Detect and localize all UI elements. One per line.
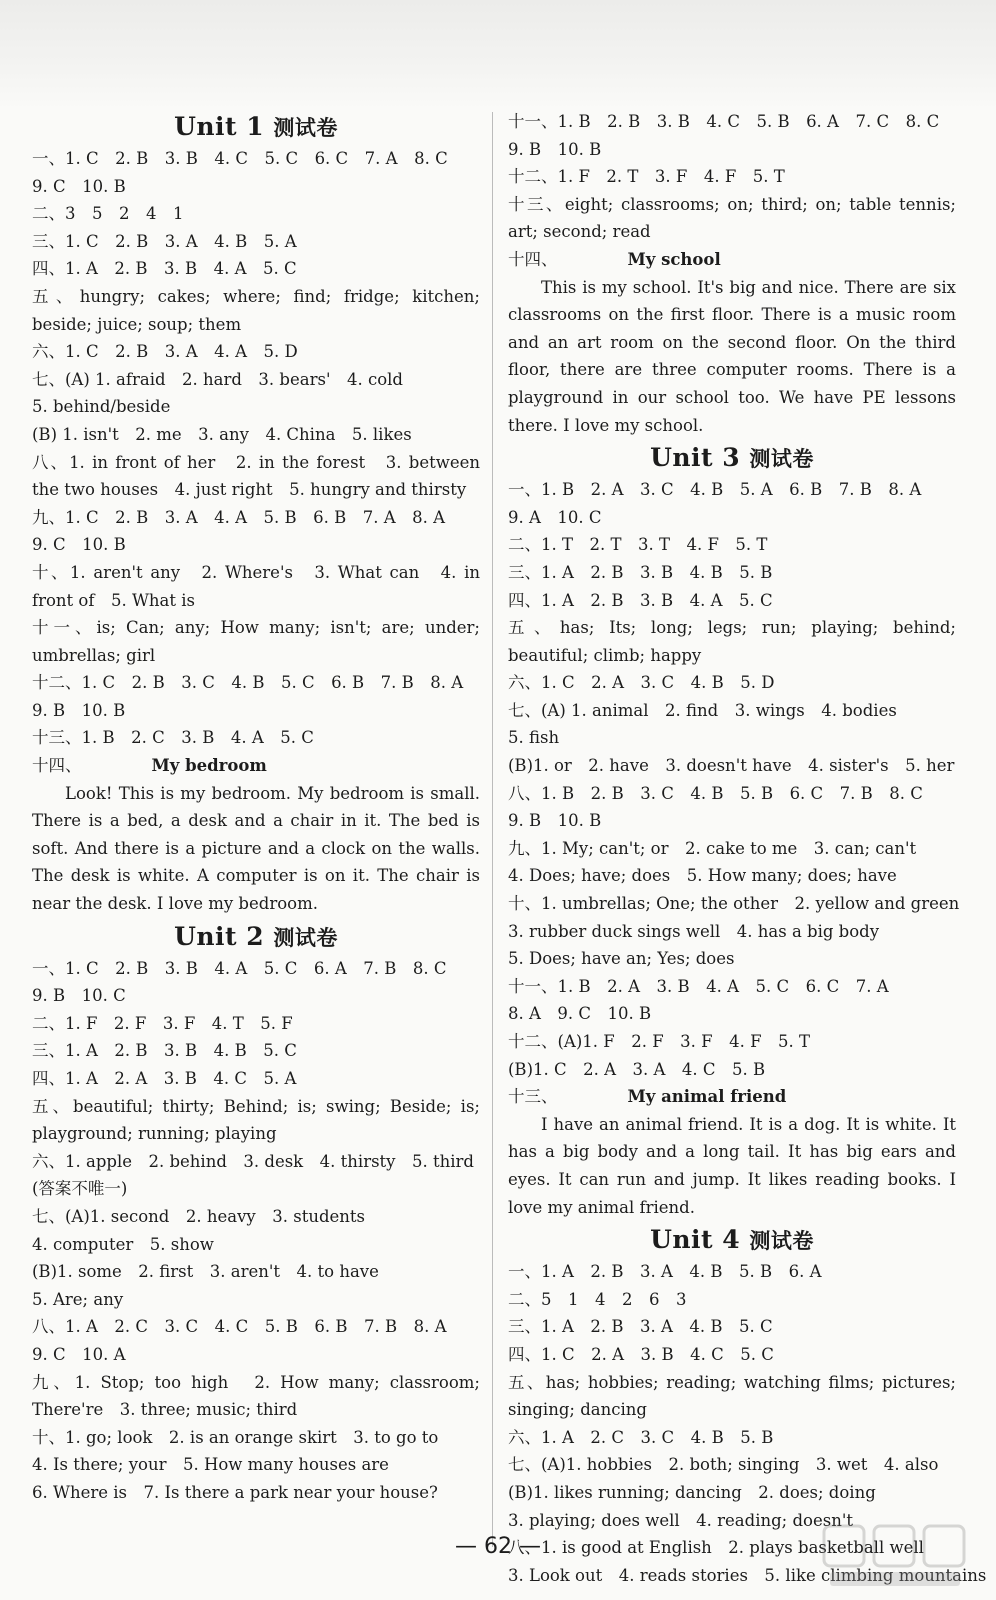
answer-line: 四、1. A 2. B 3. B 4. A 5. C bbox=[508, 590, 773, 610]
question-number: 十四、 bbox=[32, 756, 82, 776]
answer-line: 9. B 10. C bbox=[32, 986, 126, 1006]
answer-line: 四、1. C 2. A 3. B 4. C 5. C bbox=[508, 1344, 774, 1364]
page-number: — 62 — bbox=[455, 1534, 541, 1559]
answer-line: 3. playing; does well 4. reading; doesn't bbox=[508, 1510, 854, 1530]
answer-line: 一、1. A 2. B 3. A 4. B 5. B 6. A bbox=[508, 1262, 822, 1282]
essay-text: I have an animal friend. It is a dog. It is white. It has a big body and a long tail. It has big ears and eyes. It can run and jump. It likes reading books. I love my animal friend. bbox=[508, 1114, 956, 1217]
essay-heading bbox=[32, 752, 480, 780]
answer-line: 二、1. F 2. F 3. F 4. T 5. F bbox=[32, 1013, 293, 1033]
answer-line: 一、1. C 2. B 3. B 4. C 5. C 6. C 7. A 8. C bbox=[32, 149, 448, 168]
answer-line: 二、3 5 2 4 1 bbox=[32, 204, 184, 224]
answer-line: 九、1. C 2. B 3. A 4. A 5. B 6. B 7. A 8. A bbox=[32, 507, 446, 527]
unit-title: Unit 1 bbox=[174, 112, 265, 141]
unit-3-heading bbox=[508, 441, 956, 476]
unit-title: Unit 2 bbox=[174, 921, 265, 951]
answer-line: 9. C 10. A bbox=[32, 1344, 126, 1364]
answer-line: 4. computer 5. show bbox=[32, 1234, 214, 1254]
unit-2-heading bbox=[32, 920, 480, 955]
answer-line: 二、5 1 4 2 6 3 bbox=[508, 1289, 687, 1309]
answer-line: 5. fish bbox=[508, 728, 560, 748]
answer-line: 九、1. Stop; too high 2. How many; classroom; There're 3. three; music; third bbox=[32, 1372, 480, 1420]
answer-line: (B) 1. isn't 2. me 3. any 4. China 5. likes bbox=[32, 424, 412, 444]
answer-line: 一、1. B 2. A 3. C 4. B 5. A 6. B 7. B 8. A bbox=[508, 480, 922, 500]
answer-line: 五、has; Its; long; legs; run; playing; behind; beautiful; climb; happy bbox=[508, 618, 956, 665]
watermark-logo bbox=[820, 1520, 970, 1590]
answer-line: 八、1. is good at English 2. plays basketball well bbox=[508, 1538, 924, 1558]
answer-line: 9. C 10. B bbox=[32, 176, 126, 196]
answer-line: 三、1. A 2. B 3. B 4. B 5. B bbox=[508, 562, 773, 582]
answer-line: 9. B 10. B bbox=[508, 139, 602, 159]
answer-line: 十二、1. F 2. T 3. F 4. F 5. T bbox=[508, 167, 785, 187]
answer-line: 六、1. C 2. A 3. C 4. B 5. D bbox=[508, 673, 775, 693]
right-column bbox=[508, 108, 987, 1589]
essay-text: This is my school. It's big and nice. There are six classrooms on the first floor. There is a music room and an art room on the second floor. On the third floor, there are three computer rooms. There is a playground in our school too. We have PE lessons there. I love my school. bbox=[508, 277, 956, 435]
column-divider bbox=[492, 112, 493, 1547]
answer-line: 4. Does; have; does 5. How many; does; have bbox=[508, 866, 897, 886]
answer-line: 5. Does; have an; Yes; does bbox=[508, 949, 735, 969]
question-number: 十四、 bbox=[508, 249, 558, 269]
unit-title: Unit 3 bbox=[650, 443, 741, 473]
unit-subtitle: 测试卷 bbox=[749, 447, 814, 472]
answer-line: 三、1. A 2. B 3. A 4. B 5. C bbox=[508, 1317, 773, 1337]
answer-line: 七、(A)1. second 2. heavy 3. students bbox=[32, 1206, 365, 1226]
left-column bbox=[32, 108, 480, 1507]
answer-line: 九、1. My; can't; or 2. cake to me 3. can; can't bbox=[508, 838, 917, 858]
answer-line: 七、(A)1. hobbies 2. both; singing 3. wet 4. also bbox=[508, 1455, 939, 1475]
answer-line: 八、1. A 2. C 3. C 4. C 5. B 6. B 7. B 8. A bbox=[32, 1317, 447, 1337]
answer-line: 5. Are; any bbox=[32, 1289, 124, 1309]
answer-line: (B)1. likes running; dancing 2. does; doing bbox=[508, 1482, 876, 1502]
answer-line: 十、1. umbrellas; One; the other 2. yellow and green bbox=[508, 894, 960, 914]
answer-line: 8. A 9. C 10. B bbox=[508, 1004, 652, 1024]
answer-line: 三、1. C 2. B 3. A 4. B 5. A bbox=[32, 231, 297, 251]
essay-title: My school bbox=[627, 249, 721, 269]
unit-1-heading bbox=[32, 110, 480, 145]
answer-line: 3. Look out 4. reads stories 5. like climbing mountains bbox=[508, 1565, 987, 1585]
answer-line: 9. A 10. C bbox=[508, 507, 602, 527]
essay-title: My animal friend bbox=[627, 1087, 787, 1107]
answer-line: 十二、(A)1. F 2. F 3. F 4. F 5. T bbox=[508, 1032, 811, 1051]
answer-line: 十一、1. B 2. B 3. B 4. C 5. B 6. A 7. C 8. C bbox=[508, 112, 940, 131]
answer-line: 五、has; hobbies; reading; watching films; pictures; singing; dancing bbox=[508, 1372, 956, 1420]
answer-line: 十、1. aren't any 2. Where's 3. What can 4. in front of 5. What is bbox=[32, 562, 480, 610]
answer-line: 十三、1. B 2. C 3. B 4. A 5. C bbox=[32, 728, 314, 748]
answer-line: 六、1. C 2. B 3. A 4. A 5. D bbox=[32, 342, 298, 362]
answer-line: (答案不唯一) bbox=[32, 1179, 128, 1199]
answer-line: 4. Is there; your 5. How many houses are bbox=[32, 1455, 389, 1475]
answer-line: 9. B 10. B bbox=[32, 700, 126, 720]
answer-line: 6. Where is 7. Is there a park near your house? bbox=[32, 1482, 438, 1502]
answer-line: 十三、eight; classrooms; on; third; on; table tennis; art; second; read bbox=[508, 194, 956, 242]
answer-line: 四、1. A 2. B 3. B 4. A 5. C bbox=[32, 259, 297, 279]
answer-line: 八、1. in front of her 2. in the forest 3. between the two houses 4. just right 5. hungry and thirsty bbox=[32, 452, 480, 500]
answer-line: 3. rubber duck sings well 4. has a big body bbox=[508, 921, 880, 941]
answer-line: 四、1. A 2. A 3. B 4. C 5. A bbox=[32, 1069, 297, 1088]
answer-line: 十一、is; Can; any; How many; isn't; are; under; umbrellas; girl bbox=[32, 618, 480, 665]
answer-line: (B)1. or 2. have 3. doesn't have 4. sister's 5. her bbox=[508, 756, 955, 776]
answer-line: 六、1. apple 2. behind 3. desk 4. thirsty 5. third bbox=[32, 1151, 474, 1171]
question-number: 十三、 bbox=[508, 1087, 558, 1107]
answer-line: 七、(A) 1. afraid 2. hard 3. bears' 4. cold bbox=[32, 369, 403, 389]
unit-subtitle: 测试卷 bbox=[273, 925, 338, 950]
answer-line: 六、1. A 2. C 3. C 4. B 5. B bbox=[508, 1427, 774, 1447]
answer-line: 三、1. A 2. B 3. B 4. B 5. C bbox=[32, 1041, 297, 1061]
unit-subtitle: 测试卷 bbox=[273, 116, 338, 140]
essay-heading bbox=[508, 246, 956, 274]
answer-line: 十一、1. B 2. A 3. B 4. A 5. C 6. C 7. A bbox=[508, 976, 889, 996]
answer-line: 5. behind/beside bbox=[32, 397, 171, 417]
answer-line: (B)1. C 2. A 3. A 4. C 5. B bbox=[508, 1059, 766, 1079]
answer-line: 二、1. T 2. T 3. T 4. F 5. T bbox=[508, 535, 768, 555]
unit-subtitle: 测试卷 bbox=[749, 1229, 814, 1254]
answer-line: 十、1. go; look 2. is an orange skirt 3. to go to bbox=[32, 1427, 439, 1447]
answer-line: 9. C 10. B bbox=[32, 535, 126, 555]
essay-heading bbox=[508, 1083, 956, 1111]
answer-line: 五、hungry; cakes; where; find; fridge; kitchen; beside; juice; soup; them bbox=[32, 286, 480, 334]
answer-line: 9. B 10. B bbox=[508, 811, 602, 831]
essay-title: My bedroom bbox=[151, 756, 267, 776]
essay-text: Look! This is my bedroom. My bedroom is small. There is a bed, a desk and a chair in it. The bed is soft. And there is a picture and a clock on the walls. The desk is white. A computer is on it. The chair is near the desk. I love my bedroom. bbox=[32, 783, 480, 914]
answer-line: 五、beautiful; thirty; Behind; is; swing; Beside; is; playground; running; playing bbox=[32, 1096, 480, 1144]
answer-line: (B)1. some 2. first 3. aren't 4. to have bbox=[32, 1262, 379, 1282]
unit-4-heading bbox=[508, 1223, 956, 1258]
answer-line: 一、1. C 2. B 3. B 4. A 5. C 6. A 7. B 8. C bbox=[32, 958, 447, 978]
answer-line: 十二、1. C 2. B 3. C 4. B 5. C 6. B 7. B 8. A bbox=[32, 673, 464, 693]
answer-line: 七、(A) 1. animal 2. find 3. wings 4. bodies bbox=[508, 700, 897, 720]
unit-title: Unit 4 bbox=[650, 1225, 741, 1255]
answer-line: 八、1. B 2. B 3. C 4. B 5. B 6. C 7. B 8. C bbox=[508, 783, 923, 803]
